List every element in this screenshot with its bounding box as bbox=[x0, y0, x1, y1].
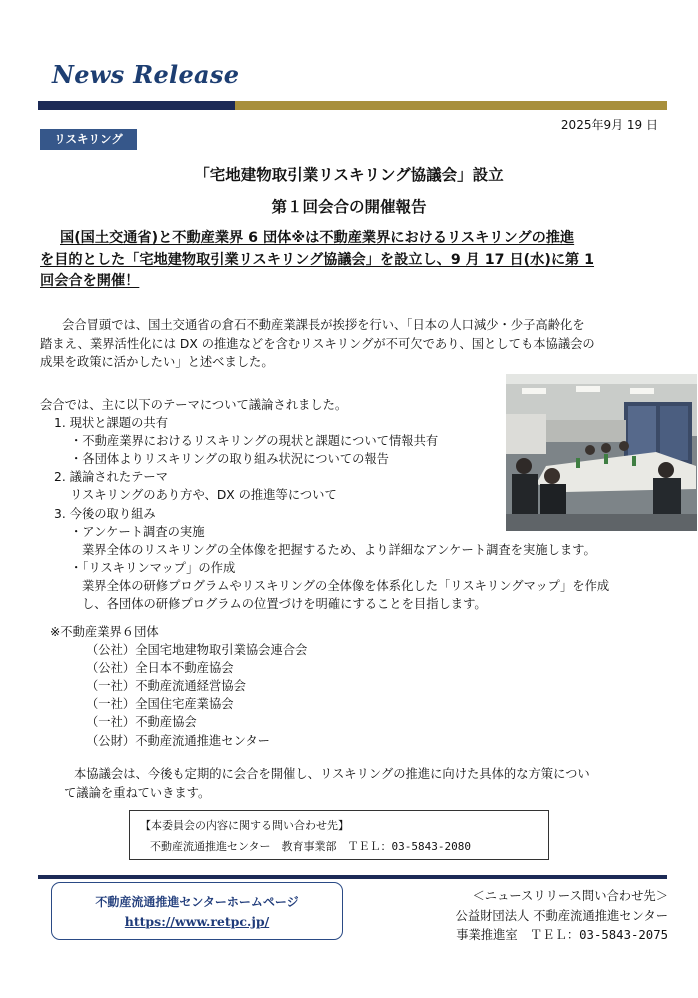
closing-line-1: 本協議会は、今後も定期的に会合を開催し、リスキリングの推進に向けた具体的な方策につい bbox=[74, 767, 590, 781]
title-line-1: 「宅地建物取引業リスキリング協議会」設立 bbox=[194, 166, 504, 184]
footer-divider bbox=[38, 875, 667, 879]
group-item: （一社）全国住宅産業協会 bbox=[86, 697, 234, 712]
group-item: （公社）全日本不動産協会 bbox=[86, 661, 234, 676]
committee-contact-org: 不動産流通推進センター 教育事業部 bbox=[150, 840, 348, 853]
agenda-list bbox=[40, 396, 680, 613]
agenda-item: 3. 今後の取り組み bbox=[54, 506, 156, 521]
press-contact-org: 公益財団法人 不動産流通推進センター bbox=[455, 908, 668, 923]
homepage-label: 不動産流通推進センターホームページ bbox=[95, 895, 299, 909]
committee-contact-box bbox=[129, 810, 549, 860]
homepage-box[interactable] bbox=[51, 882, 343, 940]
industry-groups bbox=[50, 623, 307, 750]
title-line-2: 第１回会合の開催報告 bbox=[271, 198, 427, 216]
agenda-item: 2. 議論されたテーマ bbox=[54, 470, 169, 485]
intro-line-2: 踏まえ、業界活性化には DX の推進などを含むリスキリングが不可欠であり、国としても本協議会の bbox=[40, 336, 595, 351]
lead-paragraph bbox=[40, 228, 670, 293]
news-release-logo: News Release bbox=[52, 60, 240, 89]
lead-line-2: を目的とした「宅地建物取引業リスキリング協議会」を設立し、9 月 17 日(水)に第 1 bbox=[40, 251, 595, 268]
intro-line-1: 会合冒頭では、国土交通省の倉石不動産業課長が挨拶を行い、「日本の人口減少・少子高齢化を bbox=[62, 318, 585, 332]
header-band bbox=[38, 101, 667, 110]
lead-line-3: 回会合を開催！ bbox=[40, 273, 140, 289]
group-item: （一社）不動産流通経営協会 bbox=[86, 679, 246, 694]
homepage-link[interactable]: https://www.retpc.jp/ bbox=[124, 914, 270, 929]
closing-paragraph bbox=[40, 765, 670, 802]
agenda-item: リスキリングのあり方や、DX の推進等について bbox=[70, 488, 337, 503]
intro-line-3: 成果を政策に活かしたい」と述べました。 bbox=[40, 355, 274, 369]
agenda-item: ・各団体よりリスキリングの取り組み状況についての報告 bbox=[70, 452, 389, 467]
press-contact-heading: ＜ニュースリリース問い合わせ先＞ bbox=[472, 889, 668, 903]
agenda-item: 1. 現状と課題の共有 bbox=[54, 416, 169, 431]
release-date: 2025年9月 19 日 bbox=[560, 118, 658, 132]
header-band-navy bbox=[38, 101, 235, 110]
intro-paragraph bbox=[40, 316, 670, 372]
committee-contact-heading: 【本委員会の内容に関する問い合わせ先】 bbox=[140, 819, 349, 832]
lead-line-1: 国(国土交通省)と不動産業界 6 団体※は不動産業界におけるリスキリングの推進 bbox=[60, 230, 575, 246]
group-item: （一社）不動産協会 bbox=[86, 715, 197, 730]
agenda-item: ・「リスキリンマップ」の作成 bbox=[70, 560, 236, 575]
header-band-gold bbox=[235, 101, 667, 110]
agenda-item: ・不動産業界におけるリスキリングの現状と課題について情報共有 bbox=[70, 434, 439, 449]
press-contact-dept: 事業推進室 ＴＥＬ：03-5843-2075 bbox=[456, 928, 668, 942]
agenda-item: 業界全体の研修プログラムやリスキリングの全体像を体系化した「リスキリングマップ」を作成 bbox=[82, 578, 610, 593]
group-item: （公財）不動産流通推進センター bbox=[86, 733, 270, 748]
groups-heading: ※不動産業界６団体 bbox=[50, 625, 159, 639]
press-contact bbox=[456, 887, 668, 946]
committee-contact-tel: ＴＥＬ：03-5843-2080 bbox=[347, 840, 472, 853]
agenda-item: ・アンケート調査の実施 bbox=[70, 524, 205, 539]
category-tag: リスキリング bbox=[40, 129, 137, 150]
group-item: （公社）全国宅地建物取引業協会連合会 bbox=[86, 643, 308, 658]
closing-line-2: て議論を重ねていきます。 bbox=[64, 785, 211, 800]
agenda-intro: 会合では、主に以下のテーマについて議論されました。 bbox=[40, 398, 348, 412]
agenda-item: 業界全体のリスキリングの全体像を把握するため、より詳細なアンケート調査を実施します。 bbox=[82, 542, 596, 557]
agenda-item: し、各団体の研修プログラムの位置づけを明確にすることを目指します。 bbox=[82, 597, 487, 612]
